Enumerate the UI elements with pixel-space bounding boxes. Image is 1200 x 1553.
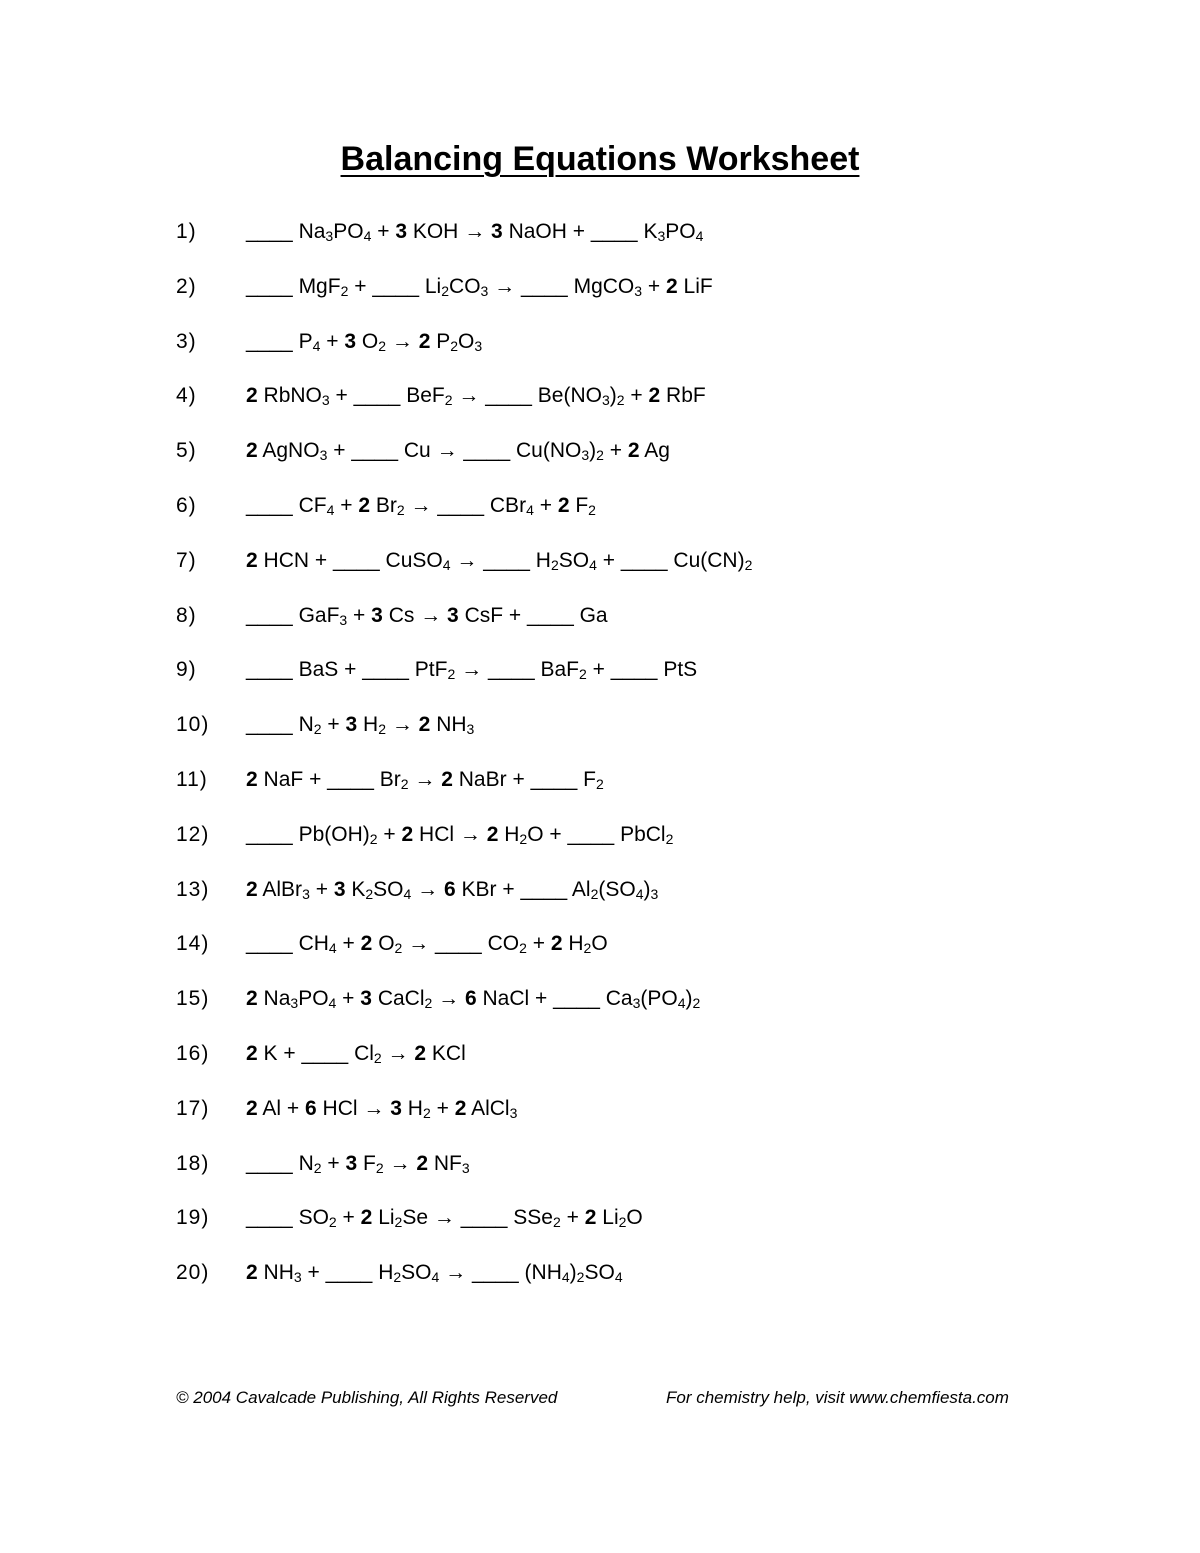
equation-row <box>176 815 1076 870</box>
page-title: Balancing Equations Worksheet <box>340 140 860 178</box>
equation-row <box>176 596 1076 651</box>
equation-number: 13) <box>176 877 210 901</box>
equation-text: ____ $CH_4 + 2$ $O_2$ → ____ $CO_2 + 2$ $H_2O$ <box>246 932 608 957</box>
equation-number: 9) <box>176 658 197 682</box>
equation-number: 1) <box>176 220 197 243</box>
equation-row <box>176 541 1076 596</box>
equation-row <box>176 870 1076 925</box>
equation-row <box>176 760 1076 815</box>
equation-text: ____ $Na_3PO_4 + 3$ KOH → 3 NaOH + ____ $K_3PO_4$ <box>246 220 704 244</box>
help-text: For chemistry help, visit www.chemfiesta.com <box>666 1388 1009 1407</box>
equation-row <box>176 924 1076 979</box>
equation-number: 20) <box>176 1261 210 1285</box>
equation-list <box>176 212 1076 1308</box>
equation-text: ____ BaS + ____ PtF$_2$ → ____ BaF$_2$ + ____ PtS <box>246 658 698 683</box>
equation-number: 4) <box>176 384 197 408</box>
equation-text: 2 AgNO$_3$ + ____ Cu → ____ $Cu(NO_3)_2 + 2$ Ag <box>246 439 670 464</box>
equation-number: 16) <box>176 1041 210 1065</box>
equation-number: 17) <box>176 1096 210 1120</box>
equation-number: 10) <box>176 713 210 737</box>
equation-text: 2 RbNO$_3$ + ____ BeF$_2$ → ____ $Be(NO_3)_2 + 2$ RbF <box>246 384 706 409</box>
equation-row <box>176 1253 1076 1308</box>
equation-number: 6) <box>176 493 197 517</box>
equation-text: ____ $P_4 + 3$ $O_2 \to 2$ $P_2O_3$ <box>246 329 483 354</box>
equation-row <box>176 1198 1076 1253</box>
equation-text: 2 AlBr$_3$ + 3 $K_2SO_4 \to 6$ KBr + ____ $Al_2(SO_4)_3$ <box>246 877 659 902</box>
equation-text: 2 K + ____ $Cl_2 \to 2$ KCl <box>246 1041 466 1066</box>
equation-number: 2) <box>176 274 197 298</box>
equation-row <box>176 1089 1076 1144</box>
equation-row <box>176 376 1076 431</box>
equation-number: 8) <box>176 603 197 627</box>
equation-text: 2 Al + 6 HCl → 3 $H_2 + 2$ AlCl$_3$ <box>246 1096 518 1121</box>
equation-number: 19) <box>176 1206 210 1230</box>
equation-row <box>176 431 1076 486</box>
equation-text: ____ $N_2 + 3$ $F_2 \to 2$ $NF_3$ <box>246 1151 470 1176</box>
equation-text: ____ MgF$_2$ + ____ $Li_2CO_3$ → ____ MgCO$_3$ + 2 LiF <box>246 274 713 299</box>
equation-number: 12) <box>176 822 210 846</box>
equation-number: 3) <box>176 329 197 353</box>
equation-row <box>176 212 1076 267</box>
equation-text: ____ $Pb(OH)_2 + 2$ HCl → 2 $H_2O$ + ____ PbCl$_2$ <box>246 822 674 847</box>
equation-row <box>176 267 1076 322</box>
copyright-text: © 2004 Cavalcade Publishing, All Rights Reserved <box>176 1388 558 1407</box>
equation-row <box>176 705 1076 760</box>
equation-number: 11) <box>176 767 208 791</box>
equation-row <box>176 322 1076 377</box>
equation-number: 5) <box>176 439 197 463</box>
equation-text: ____ $SO_2 + 2$ $Li_2Se$ → ____ SSe$_2$ + 2 $Li_2O$ <box>246 1206 643 1231</box>
equation-number: 18) <box>176 1151 210 1175</box>
equation-row <box>176 650 1076 705</box>
equation-text: ____ $CF_4 + 2$ $Br_2$ → ____ CBr$_4$ + 2 $F_2$ <box>246 493 596 518</box>
equation-row <box>176 1034 1076 1089</box>
equation-text: 2 HCN + ____ CuSO$_4$ → ____ $H_2SO_4$ + ____ $Cu(CN)_2$ <box>246 548 753 573</box>
equation-row <box>176 1144 1076 1199</box>
equation-text: ____ GaF$_3$ + 3 Cs → 3 CsF + ____ Ga <box>246 603 608 628</box>
equation-text: 2 NaF + ____ $Br_2 \to 2$ NaBr + ____ $F_2$ <box>246 767 604 792</box>
equation-text: 2 $Na_3PO_4 + 3$ CaCl$_2$ → 6 NaCl + ____ $Ca_3(PO_4)_2$ <box>246 987 701 1012</box>
equation-row <box>176 486 1076 541</box>
equation-text: ____ $N_2 + 3$ $H_2 \to 2$ $NH_3$ <box>246 713 475 738</box>
equation-number: 15) <box>176 987 210 1011</box>
equation-text: 2 $NH_3$ + ____ $H_2SO_4$ → ____ $(NH_4)_2SO_4$ <box>246 1261 623 1286</box>
equation-row <box>176 979 1076 1034</box>
equation-number: 14) <box>176 932 210 956</box>
equation-number: 7) <box>176 548 197 572</box>
